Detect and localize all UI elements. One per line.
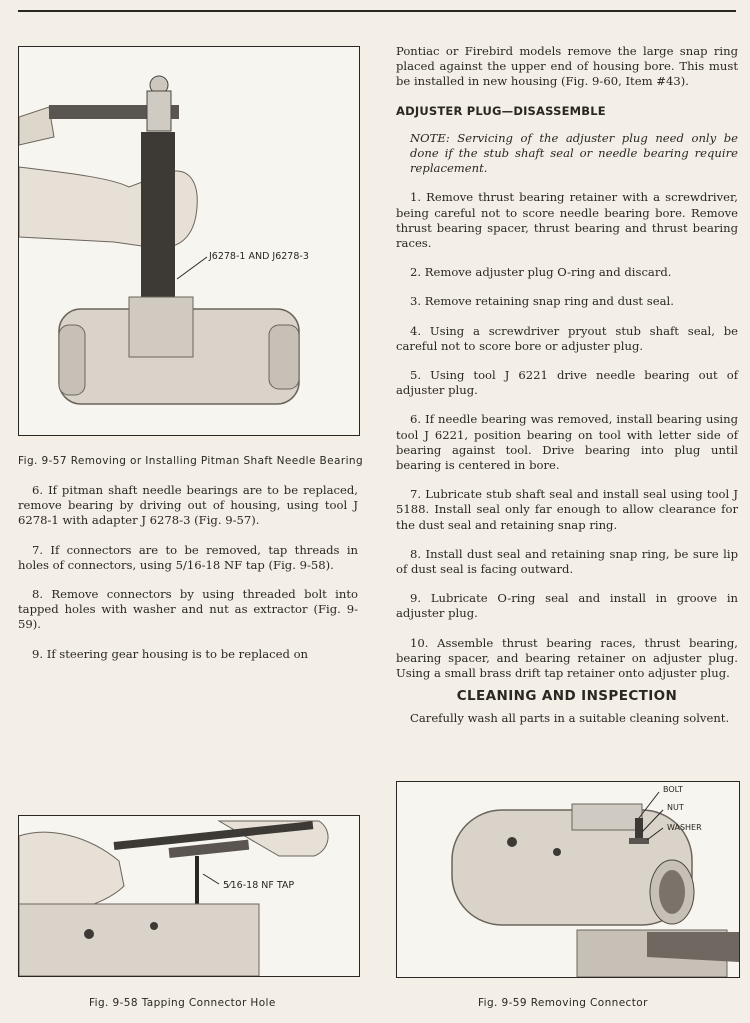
- paragraph: 9. If steering gear housing is to be replaced on: [32, 646, 309, 661]
- fig59-callout-nut: NUT: [667, 803, 684, 812]
- adjuster-plug-heading: ADJUSTER PLUG—DISASSEMBLE: [396, 103, 606, 118]
- step-paragraph: 6. If needle bearing was removed, install bearing using tool J 6221, position bearing on tool with letter side of bearing against tool. Drive bearing into plug until bearing is centered in bore.: [396, 412, 738, 473]
- step-paragraph: 8. Install dust seal and retaining snap ring, be sure lip of dust seal is facing outward.: [396, 546, 738, 577]
- step-paragraph: 10. Assemble thrust bearing races, thrust bearing, bearing spacer, and bearing retainer on adjuster plug. Using a small brass drift tap retainer onto adjuster plug.: [396, 635, 738, 681]
- continuation-paragraph: Pontiac or Firebird models remove the large snap ring placed against the upper end of housing bore. This must be installed in new housing (Fig. 9-60, Item #43).: [396, 44, 738, 89]
- fig57-callout-label: J6278-1 AND J6278-3: [209, 251, 309, 262]
- left-column-text: [18, 483, 358, 676]
- step-paragraph: 1. Remove thrust bearing retainer with a screwdriver, being careful not to score needle bearing bore. Remove thrust bearing spacer, thrust bearing and thrust bearing races.: [396, 190, 738, 251]
- step-paragraph: 3. Remove retaining snap ring and dust seal.: [410, 294, 674, 309]
- cleaning-inspection-heading: CLEANING AND INSPECTION: [456, 688, 678, 705]
- figure-9-59-caption: Fig. 9-59 Removing Connector: [478, 997, 648, 1009]
- paragraph: 6. If pitman shaft needle bearings are to be replaced, remove bearing by driving out of housing, using tool J 6278-1 with adapter J 6278-3 (Fig. 9-57).: [18, 483, 358, 528]
- step-paragraph: 2. Remove adjuster plug O-ring and discard.: [410, 265, 672, 280]
- step-paragraph: 9. Lubricate O-ring seal and install in groove in adjuster plug.: [396, 591, 738, 621]
- step-paragraph: 5. Using tool J 6221 drive needle bearing out of adjuster plug.: [396, 368, 738, 398]
- fig59-callout-washer: WASHER: [667, 823, 702, 832]
- figure-9-57-caption: Fig. 9-57 Removing or Installing Pitman Shaft Needle Bearing: [18, 455, 364, 467]
- top-rule: [18, 10, 736, 12]
- note-paragraph: NOTE: Servicing of the adjuster plug need only be done if the stub shaft seal or needle bearing require replacement.: [410, 130, 738, 176]
- figure-9-58-photo: [18, 815, 360, 977]
- figure-9-59-photo: [396, 781, 740, 978]
- paragraph: 8. Remove connectors by using threaded bolt into tapped holes with washer and nut as extractor (Fig. 9-59).: [18, 587, 358, 632]
- right-column-text: [396, 44, 738, 740]
- fig59-callout-bolt: BOLT: [663, 785, 683, 794]
- figure-9-57-photo: [18, 46, 360, 436]
- fig58-callout-label: 5⁄16-18 NF TAP: [223, 880, 295, 891]
- figure-9-58-caption: Fig. 9-58 Tapping Connector Hole: [89, 997, 276, 1009]
- step-paragraph: 7. Lubricate stub shaft seal and install seal using tool J 5188. Install seal only far enough to allow clearance for the dust seal and retaining snap ring.: [396, 487, 738, 532]
- step-paragraph: 4. Using a screwdriver pryout stub shaft seal, be careful not to score bore or adjuster plug.: [396, 323, 738, 353]
- cleaning-paragraph: Carefully wash all parts in a suitable cleaning solvent.: [410, 710, 730, 725]
- paragraph: 7. If connectors are to be removed, tap threads in holes of connectors, using 5/16-18 NF tap (Fig. 9-58).: [18, 542, 358, 572]
